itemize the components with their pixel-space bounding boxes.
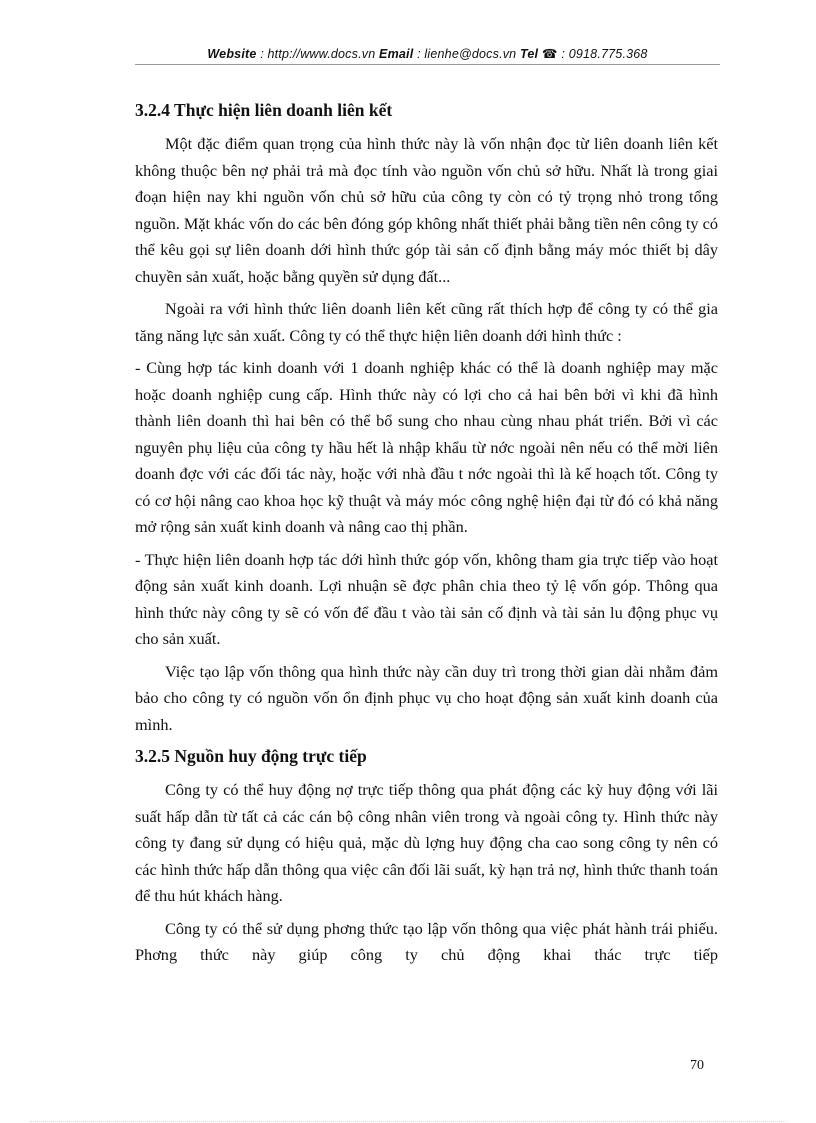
website-label: Website: [207, 47, 257, 61]
bullet-paragraph: - Cùng hợp tác kinh doanh với 1 doanh nghiệp khác có thể là doanh nghiệp may mặc hoặc doanh nghiệp cung cấp. Hình thức này có lợi cho cả hai bên bởi vì khi đã hình thành liên doanh thì hai bên có thể bổ sung cho nhau cùng nhau phát triển. Bởi vì các nguyên phụ liệu của công ty hầu hết là nhập khẩu từ nớc ngoài nên nếu có thể mời liên doanh đợc với các đối tác này, hoặc với nhà đầu t nớc ngoài thì là kế hoạch tốt. Công ty có cơ hội nâng cao khoa học kỹ thuật và máy móc công nghệ hiện đại từ đó có khả năng mở rộng sản xuất kinh doanh và nâng cao thị phần.: [135, 358, 718, 536]
paragraph: Công ty có thể huy động nợ trực tiếp thông qua phát động các kỳ huy động với lãi suất hấp dẫn từ tất cả các cán bộ công nhân viên trong và ngoài công ty. Hình thức này công ty đang sử dụng có hiệu quả, mặc dù lợng huy động cha cao song công ty nên có các hình thức hấp dẫn thông qua việc cân đối lãi suất, kỳ hạn trả nợ, hình thức thanh toán để thu hút khách hàng.: [135, 780, 718, 905]
bullet-paragraph: - Thực hiện liên doanh hợp tác dới hình thức góp vốn, không tham gia trực tiếp vào hoạt động sản xuất kinh doanh. Lợi nhuận sẽ đợc phân chia theo tỷ lệ vốn góp. Thông qua hình thức này công ty sẽ có vốn để đầu t vào tài sản cố định và tài sản lu động phục vụ cho sản xuất.: [135, 549, 718, 648]
page-header: [135, 46, 720, 61]
page-body: [135, 98, 718, 969]
phone-icon: ☎: [541, 47, 558, 61]
website-value: : http://www.docs.vn: [256, 47, 380, 61]
paragraph: Công ty có thể sử dụng phơng thức tạo lập vốn thông qua việc phát hành trái phiếu. Phơng thức này giúp công ty chủ động khai thác trực tiếp: [135, 918, 718, 964]
email-label: Email: [379, 47, 414, 61]
paragraph: Việc tạo lập vốn thông qua hình thức này cần duy trì trong thời gian dài nhằm đảm bảo cho công ty có nguồn vốn ổn định phục vụ cho hoạt động sản xuất kinh doanh của mình.: [135, 661, 718, 734]
tel-value: : 0918.775.368: [557, 47, 648, 61]
footer-divider: [30, 1121, 786, 1122]
email-value: : lienhe@docs.vn: [413, 47, 521, 61]
page-number: 70: [690, 1058, 704, 1073]
header-divider: [135, 64, 720, 65]
paragraph: Ngoài ra với hình thức liên doanh liên kết cũng rất thích hợp để công ty có thể gia tăng năng lực sản xuất. Công ty có thể thực hiện liên doanh dới hình thức :: [135, 299, 718, 345]
tel-label: Tel: [520, 47, 539, 61]
section-title-3-2-4: 3.2.4 Thực hiện liên doanh liên kết: [135, 100, 393, 120]
paragraph: Một đặc điểm quan trọng của hình thức này là vốn nhận đọc từ liên doanh liên kết không thuộc bên nợ phải trả mà đọc tính vào nguồn vốn chủ sở hữu. Nhất là trong giai đoạn hiện nay khi nguồn vốn chủ sở hữu của công ty còn có tỷ trọng nhỏ trong tổng nguồn. Mặt khác vốn do các bên đóng góp không nhất thiết phải bằng tiền nên công ty có thể kêu gọi sự liên doanh dới hình thức góp tài sản cố định bằng máy móc thiết bị dây chuyền sản xuất, hoặc bằng quyền sử dụng đất...: [135, 134, 718, 286]
section-title-3-2-5: 3.2.5 Nguồn huy động trực tiếp: [135, 746, 367, 766]
